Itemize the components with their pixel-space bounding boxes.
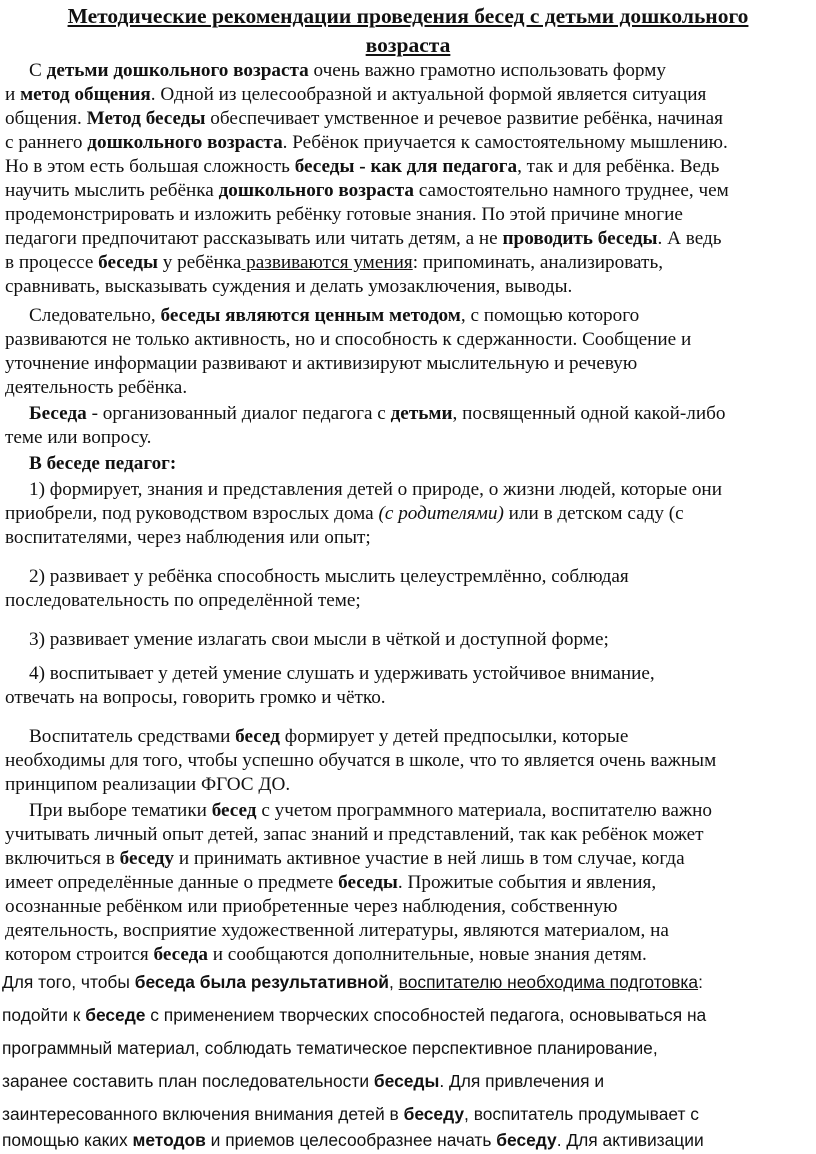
text-line: общения. Метод беседы обеспечивает умственное и речевое развитие ребёнка, начиная [5,108,723,129]
text-line: заранее составить план последовательности беседы. Для привлечения и [2,1071,605,1091]
list-item: 1) формирует, знания и представления детей о природе, о жизни людей, которые они [29,479,722,500]
text-line: уточнение информации развивают и активизируют мыслительную и речевую [5,353,638,374]
text-line: деятельность ребёнка. [5,377,188,398]
text-line: последовательность по определённой теме; [5,590,361,611]
text-line: отвечать на вопросы, говорить громко и чётко. [5,687,386,708]
text-line: развиваются не только активность, но и способность к сдержанности. Сообщение и [5,329,692,350]
text-line: помощью каких методов и приемов целесообразнее начать беседу. Для активизации [2,1130,704,1150]
text-line: С детьми дошкольного возраста очень важно грамотно использовать форму [29,60,666,81]
text-line: деятельность, восприятие художественной литературы, являются материалом, на [5,920,669,941]
text-line: В беседе педагог: [29,453,177,474]
text-line: заинтересованного включения внимания детей в беседу, воспитатель продумывает с [2,1104,699,1124]
text-line: принципом реализации ФГОС ДО. [5,774,291,795]
text-line: теме или вопросу. [5,427,152,448]
text-line: котором строится беседа и сообщаются дополнительные, новые знания детям. [5,944,647,965]
text-line: в процессе беседы у ребёнка развиваются умения: припоминать, анализировать, [5,252,663,273]
list-item: 3) развивает умение излагать свои мысли в чёткой и доступной форме; [29,629,609,650]
text-line: Воспитатель средствами бесед формирует у детей предпосылки, которые [29,726,629,747]
title-line-2: возраста [365,33,451,57]
text-line: научить мыслить ребёнка дошкольного возраста самостоятельно намного труднее, чем [5,180,729,201]
text-line: имеет определённые данные о предмете беседы. Прожитые события и явления, [5,872,657,893]
text-line: Следовательно, беседы являются ценным методом, с помощью которого [29,305,640,326]
text-line: учитывать личный опыт детей, запас знаний и представлений, так как ребёнок может [5,824,704,845]
text-line: и метод общения. Одной из целесообразной и актуальной формой является ситуация [5,84,707,105]
text-line: приобрели, под руководством взрослых дома (с родителями) или в детском саду (с [5,503,684,524]
text-line: необходимы для того, чтобы успешно обучатся в школе, что то является очень важным [5,750,717,771]
text-line: воспитателями, через наблюдения или опыт; [5,527,371,548]
text-line: осознанные ребёнком или приобретенные через наблюдения, собственную [5,896,618,917]
text-line: При выборе тематики бесед с учетом программного материала, воспитателю важно [29,800,712,821]
title-line-1: Методические рекомендации проведения бесед с детьми дошкольного [67,4,749,28]
page-title [0,2,816,60]
text-line: с раннего дошкольного возраста. Ребёнок приучается к самостоятельному мышлению. [5,132,728,153]
list-item: 4) воспитывает у детей умение слушать и удерживать устойчивое внимание, [29,663,655,684]
text-line: Но в этом есть большая сложность беседы - как для педагога, так и для ребёнка. Ведь [5,156,720,177]
text-line: педагоги предпочитают рассказывать или читать детям, а не проводить беседы. А ведь [5,228,722,249]
text-line: Для того, чтобы беседа была результативной, воспитателю необходима подготовка: [2,972,703,992]
text-line: включиться в беседу и принимать активное участие в ней лишь в том случае, когда [5,848,685,869]
text-line: программный материал, соблюдать тематическое перспективное планирование, [2,1038,658,1058]
text-line: подойти к беседе с применением творческих способностей педагога, основываться на [2,1005,707,1025]
text-line: сравнивать, высказывать суждения и делать умозаключения, выводы. [5,276,573,297]
text-line: Беседа - организованный диалог педагога с детьми, посвященный одной какой-либо [29,403,726,424]
list-item: 2) развивает у ребёнка способность мыслить целеустремлённо, соблюдая [29,566,629,587]
text-line: продемонстрировать и изложить ребёнку готовые знания. По этой причине многие [5,204,683,225]
